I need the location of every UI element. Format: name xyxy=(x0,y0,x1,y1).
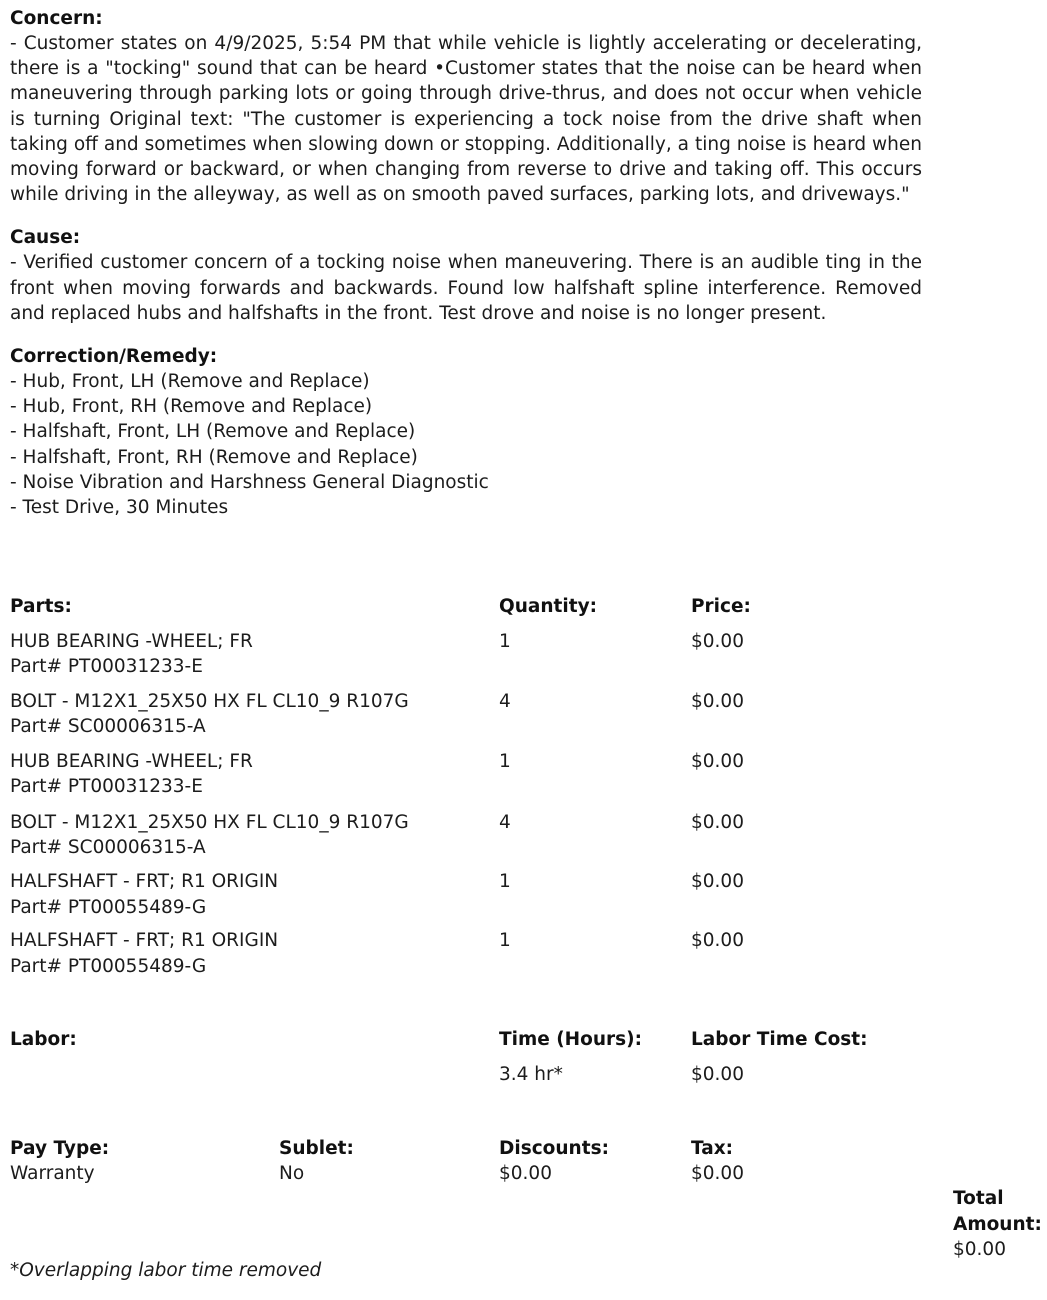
part-price: $0.00 xyxy=(691,691,744,712)
pay-type-label: Pay Type: xyxy=(10,1138,110,1159)
part-quantity: 4 xyxy=(499,691,511,712)
correction-list xyxy=(10,369,1040,520)
total-amount-value: $0.00 xyxy=(953,1239,1006,1260)
concern-label: Concern: xyxy=(10,8,103,29)
part-quantity: 1 xyxy=(499,751,511,772)
part-price: $0.00 xyxy=(691,930,744,951)
labor-time-value: 3.4 hr* xyxy=(499,1064,563,1085)
part-price: $0.00 xyxy=(691,871,744,892)
quantity-header: Quantity: xyxy=(499,596,598,617)
part-quantity: 1 xyxy=(499,930,511,951)
correction-item: - Hub, Front, LH (Remove and Replace) xyxy=(10,371,370,393)
correction-item: - Halfshaft, Front, LH (Remove and Replace) xyxy=(10,421,416,443)
tax-value: $0.00 xyxy=(691,1163,744,1184)
parts-header: Parts: xyxy=(10,596,72,617)
part-name: BOLT - M12X1_25X50 HX FL CL10_9 R107G xyxy=(10,812,409,833)
part-name: BOLT - M12X1_25X50 HX FL CL10_9 R107G xyxy=(10,691,409,712)
pay-type-value: Warranty xyxy=(10,1163,95,1184)
labor-cost-value: $0.00 xyxy=(691,1064,744,1085)
part-name: HALFSHAFT - FRT; R1 ORIGIN xyxy=(10,871,279,892)
labor-cost-label: Labor Time Cost: xyxy=(691,1029,868,1050)
part-number: Part# PT00031233-E xyxy=(10,656,203,677)
repair-order-document xyxy=(10,6,1040,520)
part-name: HALFSHAFT - FRT; R1 ORIGIN xyxy=(10,930,279,951)
correction-item: - Noise Vibration and Harshness General Diagnostic xyxy=(10,471,489,493)
total-amount-label-line1: Total xyxy=(953,1188,1004,1209)
part-quantity: 4 xyxy=(499,812,511,833)
part-number: Part# PT00055489-G xyxy=(10,897,207,918)
concern-text: - Customer states on 4/9/2025, 5:54 PM that while vehicle is lightly accelerating or decelerating, there is a "tocking" sound that can be heard •Customer states that the noise can be heard when maneuvering through parking lots or going through drive-thrus, and does not occur when vehicle is turning Original text: "The customer is experiencing a tock noise from the drive shaft when taking off and sometimes when slowing down or stopping. Additionally, a ting noise is heard when moving forward or backward, or when changing from reverse to drive and taking off. This occurs while driving in the alleyway, as well as on smooth paved surfaces, parking lots, and driveways." xyxy=(10,33,922,206)
labor-time-label: Time (Hours): xyxy=(499,1029,643,1050)
cause-text: - Verified customer concern of a tocking noise when maneuvering. There is an audible ting in the front when moving forwards and backwards. Found low halfshaft spline interference. Removed and replaced hubs and halfshafts in the front. Test drove and noise is no longer present. xyxy=(10,252,922,324)
discounts-label: Discounts: xyxy=(499,1138,609,1159)
part-price: $0.00 xyxy=(691,751,744,772)
part-quantity: 1 xyxy=(499,631,511,652)
part-number: Part# PT00031233-E xyxy=(10,776,203,797)
part-number: Part# SC00006315-A xyxy=(10,716,206,737)
sublet-value: No xyxy=(279,1163,305,1184)
total-amount-label-line2: Amount: xyxy=(953,1214,1042,1235)
footnote: *Overlapping labor time removed xyxy=(10,1260,322,1281)
part-number: Part# SC00006315-A xyxy=(10,837,206,858)
correction-item: - Halfshaft, Front, RH (Remove and Replace) xyxy=(10,446,418,468)
correction-label: Correction/Remedy: xyxy=(10,346,218,368)
correction-item: - Test Drive, 30 Minutes xyxy=(10,497,229,519)
part-quantity: 1 xyxy=(499,871,511,892)
tax-label: Tax: xyxy=(691,1138,734,1159)
part-name: HUB BEARING -WHEEL; FR xyxy=(10,751,253,772)
correction-item: - Hub, Front, RH (Remove and Replace) xyxy=(10,396,373,418)
part-number: Part# PT00055489-G xyxy=(10,956,207,977)
part-price: $0.00 xyxy=(691,631,744,652)
part-price: $0.00 xyxy=(691,812,744,833)
discounts-value: $0.00 xyxy=(499,1163,552,1184)
sublet-label: Sublet: xyxy=(279,1138,354,1159)
cause-label: Cause: xyxy=(10,227,81,249)
labor-label: Labor: xyxy=(10,1029,77,1050)
price-header: Price: xyxy=(691,596,751,617)
part-name: HUB BEARING -WHEEL; FR xyxy=(10,631,253,652)
